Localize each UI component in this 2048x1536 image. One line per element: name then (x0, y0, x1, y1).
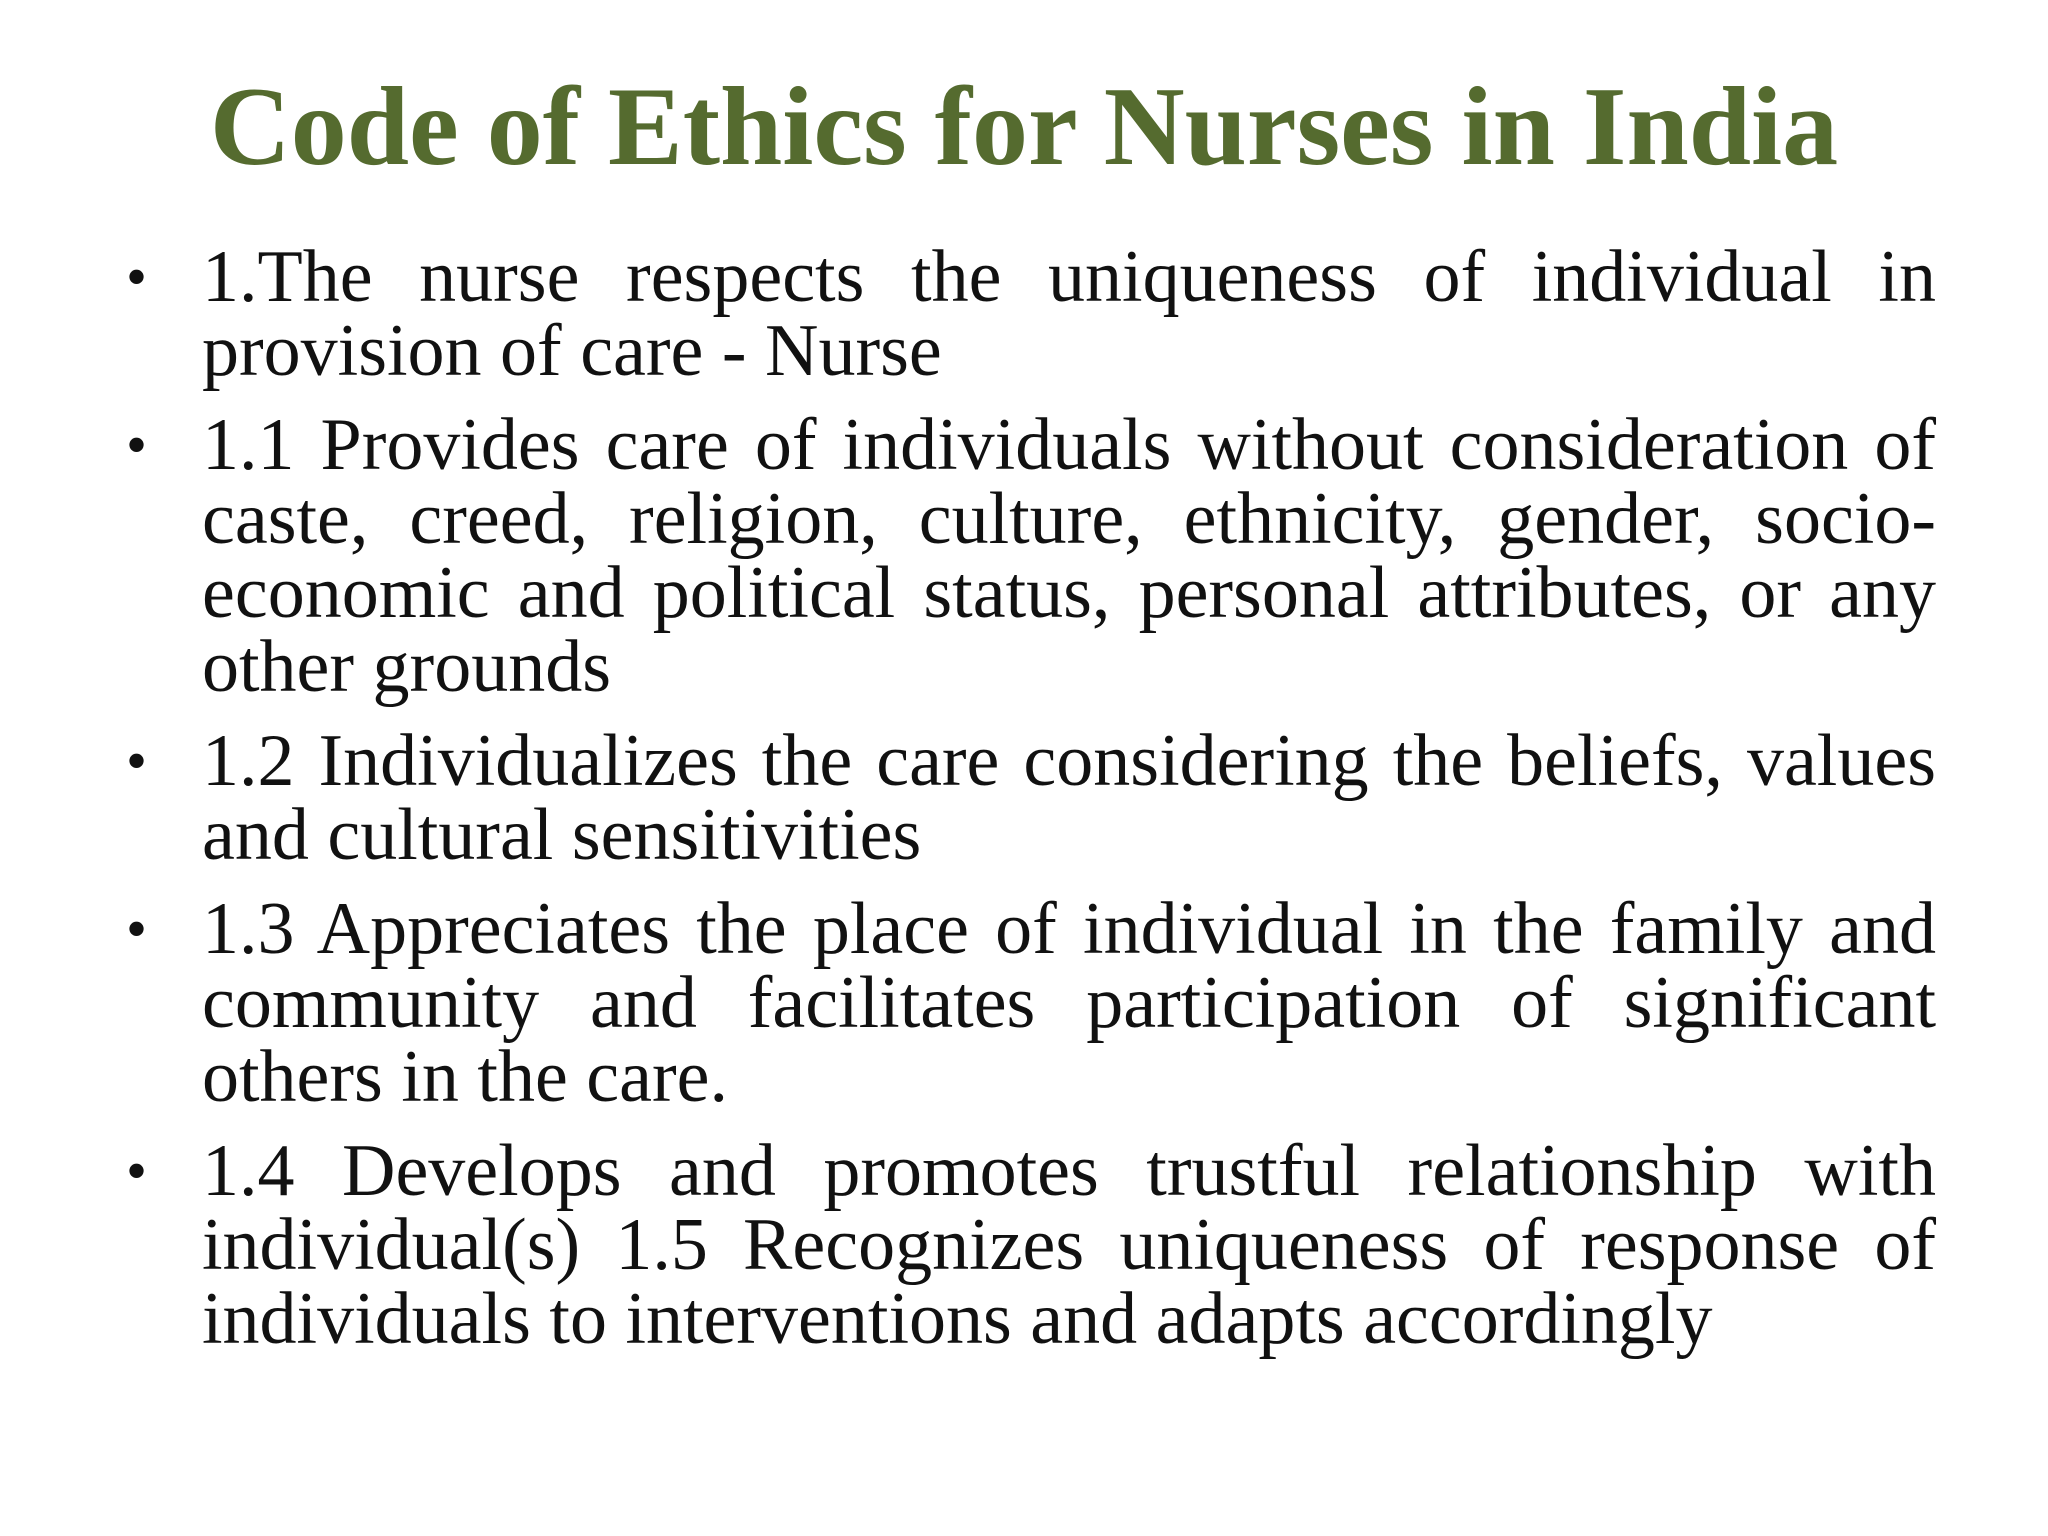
bullet-text: 1.4 Develops and promotes trustful relationship with individual(s) 1.5 Recognizes uniqueness of response of individuals to interventions and adapts accordingly (202, 1130, 1936, 1360)
bullet-item (118, 236, 1936, 392)
bullet-item (118, 1130, 1936, 1360)
bullet-dot-icon: • (126, 896, 148, 962)
bullet-item (118, 888, 1936, 1118)
bullet-dot-icon: • (126, 244, 148, 310)
bullet-text: 1.1 Provides care of individuals without consideration of caste, creed, religion, culture, ethnicity, gender, socio-economic and political status, personal attributes, or any other grounds (202, 404, 1936, 708)
bullet-dot-icon: • (126, 1138, 148, 1204)
slide-title: Code of Ethics for Nurses in India (209, 65, 1839, 189)
bullet-item (118, 404, 1936, 708)
bullet-text: 1.The nurse respects the uniqueness of individual in provision of care - Nurse (202, 236, 1936, 392)
bullet-text: 1.2 Individualizes the care considering the beliefs, values and cultural sensitivities (202, 720, 1936, 876)
bullet-list (118, 236, 1936, 1376)
bullet-text: 1.3 Appreciates the place of individual in the family and community and facilitates participation of significant others in the care. (202, 888, 1936, 1118)
bullet-dot-icon: • (126, 412, 148, 478)
bullet-dot-icon: • (126, 728, 148, 794)
bullet-item (118, 720, 1936, 876)
